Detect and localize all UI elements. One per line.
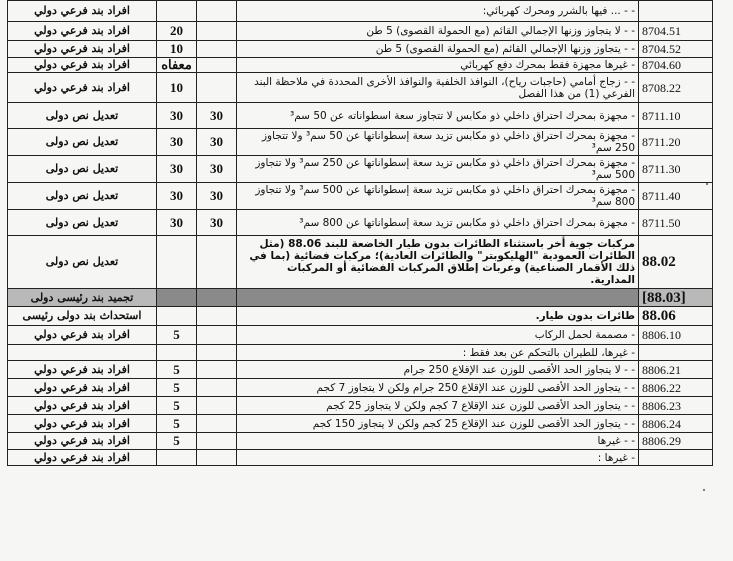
duty-rate-cell: 30 xyxy=(197,156,237,183)
duty-rate-cell: 20 xyxy=(157,22,197,41)
code-cell: 8704.52 xyxy=(639,41,713,58)
duty-rate-cell xyxy=(197,433,237,450)
code-cell: 8806.24 xyxy=(639,415,713,433)
code-cell: 8711.20 xyxy=(639,129,713,156)
description-cell: مركبات جوية أخر باستثناء الطائرات بدون طيار الخاضعة للبند 88.06 (مثل الطائرات العمودية "الهليكوبتر" والطائرات العادية)؛ مركبات فضائية (بما في ذلك الأقمار الصناعية) وعربات إطلاق المركبات الفضائية أو المركبات المدارية. xyxy=(237,236,639,289)
remark-cell: افراد بند فرعي دولي xyxy=(8,397,157,415)
table-row xyxy=(8,345,713,361)
description-cell: - مجهزة بمحرك احتراق داخلي ذو مكابس تزيد سعة إسطواناتها عن 800 سم³ xyxy=(237,210,639,236)
remark-cell: افراد بند فرعي دولي xyxy=(8,22,157,41)
table-row xyxy=(8,433,713,450)
remark-cell: تعديل نص دولى xyxy=(8,236,157,289)
duty-rate-cell: معفاه xyxy=(157,58,197,73)
description-cell: - - يتجاوز وزنها الإجمالي القائم (مع الحمولة القصوى) 5 طن xyxy=(237,41,639,58)
duty-rate-cell xyxy=(197,397,237,415)
description-cell: - غيرها : xyxy=(237,450,639,466)
scan-speck xyxy=(706,183,708,185)
description-cell: - - زجاج أمامي (حاجبات رياح)، النوافذ الخلفية والنوافذ الأخرى المحددة في ملاحظة البند الفرعي (1) من هذا الفصل xyxy=(237,73,639,103)
code-cell xyxy=(639,450,713,466)
duty-rate-cell: 5 xyxy=(157,361,197,379)
remark-cell: تعديل نص دولى xyxy=(8,210,157,236)
tariff-table xyxy=(7,0,713,466)
table-row xyxy=(8,183,713,210)
code-cell: 8806.29 xyxy=(639,433,713,450)
duty-rate-cell xyxy=(197,41,237,58)
remark-cell: استحداث بند دولى رئيسى xyxy=(8,307,157,326)
code-cell: 8711.10 xyxy=(639,103,713,129)
duty-rate-cell: 30 xyxy=(197,103,237,129)
remark-cell: افراد بند فرعي دولي xyxy=(8,433,157,450)
duty-rate-cell xyxy=(157,1,197,22)
remark-cell: افراد بند فرعي دولي xyxy=(8,379,157,397)
code-cell: 8711.50 xyxy=(639,210,713,236)
duty-rate-cell: 30 xyxy=(157,156,197,183)
description-cell: - - يتجاوز الحد الأقصى للوزن عند الإقلاع 25 كجم ولكن لا يتجاوز 150 كجم xyxy=(237,415,639,433)
remark-cell: افراد بند فرعي دولي xyxy=(8,41,157,58)
table-row xyxy=(8,361,713,379)
remark-cell: افراد بند فرعي دولي xyxy=(8,73,157,103)
remark-cell: تعديل نص دولى xyxy=(8,103,157,129)
table-row xyxy=(8,156,713,183)
table-row xyxy=(8,129,713,156)
description-cell: - - غيرها xyxy=(237,433,639,450)
description-cell: - مجهزة بمحرك احتراق داخلي ذو مكابس تزيد سعة إسطواناتها عن 250 سم³ ولا تتجاوز 500 سم³ xyxy=(237,156,639,183)
duty-rate-cell xyxy=(197,345,237,361)
table-row xyxy=(8,1,713,22)
description-cell: - - يتجاوز الحد الأقصى للوزن عند الإقلاع 7 كجم ولكن لا يتجاوز 25 كجم xyxy=(237,397,639,415)
description-cell: - - لا يتجاوز وزنها الإجمالي القائم (مع الحمولة القصوى) 5 طن xyxy=(237,22,639,41)
description-cell: - مصممة لحمل الركاب xyxy=(237,326,639,345)
duty-rate-cell: 30 xyxy=(197,183,237,210)
code-cell: 8708.22 xyxy=(639,73,713,103)
remark-cell: تعديل نص دولى xyxy=(8,156,157,183)
duty-rate-cell xyxy=(157,307,197,326)
table-row xyxy=(8,289,713,307)
table-row xyxy=(8,41,713,58)
remark-cell: افراد بند فرعي دولي xyxy=(8,361,157,379)
duty-rate-cell xyxy=(197,307,237,326)
remark-cell: تجميد بند رئيسى دولى xyxy=(8,289,157,307)
code-cell: 8806.23 xyxy=(639,397,713,415)
duty-rate-cell xyxy=(197,379,237,397)
remark-cell: افراد بند فرعي دولي xyxy=(8,1,157,22)
code-cell: 8711.40 xyxy=(639,183,713,210)
remark-cell: تعديل نص دولى xyxy=(8,129,157,156)
table-row xyxy=(8,210,713,236)
duty-rate-cell: 5 xyxy=(157,433,197,450)
duty-rate-cell: 5 xyxy=(157,379,197,397)
duty-rate-cell: 5 xyxy=(157,415,197,433)
duty-rate-cell: 5 xyxy=(157,326,197,345)
code-cell: 8704.60 xyxy=(639,58,713,73)
duty-rate-cell xyxy=(197,450,237,466)
table-row xyxy=(8,326,713,345)
code-cell: 8806.10 xyxy=(639,326,713,345)
duty-rate-cell xyxy=(157,345,197,361)
duty-rate-cell xyxy=(157,289,197,307)
code-cell xyxy=(639,1,713,22)
table-row xyxy=(8,103,713,129)
code-cell: 8711.30 xyxy=(639,156,713,183)
duty-rate-cell: 10 xyxy=(157,73,197,103)
description-cell: - - ... فيها بالشرر ومحرك كهربائي: xyxy=(237,1,639,22)
duty-rate-cell: 30 xyxy=(197,210,237,236)
table-row xyxy=(8,379,713,397)
remark-cell xyxy=(8,345,157,361)
table-row xyxy=(8,58,713,73)
description-cell: طائرات بدون طيار. xyxy=(237,307,639,326)
duty-rate-cell xyxy=(197,58,237,73)
table-row xyxy=(8,397,713,415)
duty-rate-cell xyxy=(197,415,237,433)
duty-rate-cell: 30 xyxy=(157,210,197,236)
description-cell xyxy=(237,289,639,307)
description-cell: - مجهزة بمحرك احتراق داخلي ذو مكابس لا تتجاوز سعة اسطواناته عن 50 سم³ xyxy=(237,103,639,129)
code-cell: 8704.51 xyxy=(639,22,713,41)
duty-rate-cell: 30 xyxy=(157,103,197,129)
tariff-table-page xyxy=(8,0,713,466)
remark-cell: افراد بند فرعي دولي xyxy=(8,415,157,433)
duty-rate-cell: 10 xyxy=(157,41,197,58)
table-row xyxy=(8,236,713,289)
duty-rate-cell xyxy=(197,289,237,307)
duty-rate-cell xyxy=(197,1,237,22)
duty-rate-cell xyxy=(197,361,237,379)
description-cell: - - لا يتجاوز الحد الأقصى للوزن عند الإقلاع 250 جرام xyxy=(237,361,639,379)
description-cell: - مجهزة بمحرك احتراق داخلي ذو مكابس تزيد سعة إسطواناتها عن 500 سم³ ولا تتجاوز 800 سم³ xyxy=(237,183,639,210)
table-row xyxy=(8,307,713,326)
duty-rate-cell xyxy=(157,236,197,289)
duty-rate-cell: 30 xyxy=(157,129,197,156)
duty-rate-cell xyxy=(197,236,237,289)
duty-rate-cell: 30 xyxy=(197,129,237,156)
description-cell: - غيرها، للطيران بالتحكم عن بعد فقط : xyxy=(237,345,639,361)
code-cell: 88.02 xyxy=(639,236,713,289)
duty-rate-cell: 30 xyxy=(157,183,197,210)
remark-cell: افراد بند فرعي دولي xyxy=(8,326,157,345)
code-cell: 8806.22 xyxy=(639,379,713,397)
description-cell: - - يتجاوز الحد الأقصى للوزن عند الإقلاع 250 جرام ولكن لا يتجاوز 7 كجم xyxy=(237,379,639,397)
duty-rate-cell xyxy=(157,450,197,466)
code-cell: 8806.21 xyxy=(639,361,713,379)
duty-rate-cell xyxy=(197,73,237,103)
table-row xyxy=(8,73,713,103)
description-cell: - مجهزة بمحرك احتراق داخلي ذو مكابس تزيد سعة إسطواناتها عن 50 سم³ ولا تتجاوز 250 سم³ xyxy=(237,129,639,156)
code-cell: 88.06 xyxy=(639,307,713,326)
remark-cell: افراد بند فرعي دولي xyxy=(8,58,157,73)
duty-rate-cell xyxy=(197,22,237,41)
table-row xyxy=(8,22,713,41)
code-cell: [88.03] xyxy=(639,289,713,307)
remark-cell: تعديل نص دولى xyxy=(8,183,157,210)
description-cell: - غيرها مجهزة فقط بمحرك دفع كهربائي xyxy=(237,58,639,73)
duty-rate-cell xyxy=(197,326,237,345)
scan-speck xyxy=(703,489,705,491)
table-row xyxy=(8,415,713,433)
remark-cell: افراد بند فرعي دولي xyxy=(8,450,157,466)
table-row xyxy=(8,450,713,466)
duty-rate-cell: 5 xyxy=(157,397,197,415)
code-cell xyxy=(639,345,713,361)
